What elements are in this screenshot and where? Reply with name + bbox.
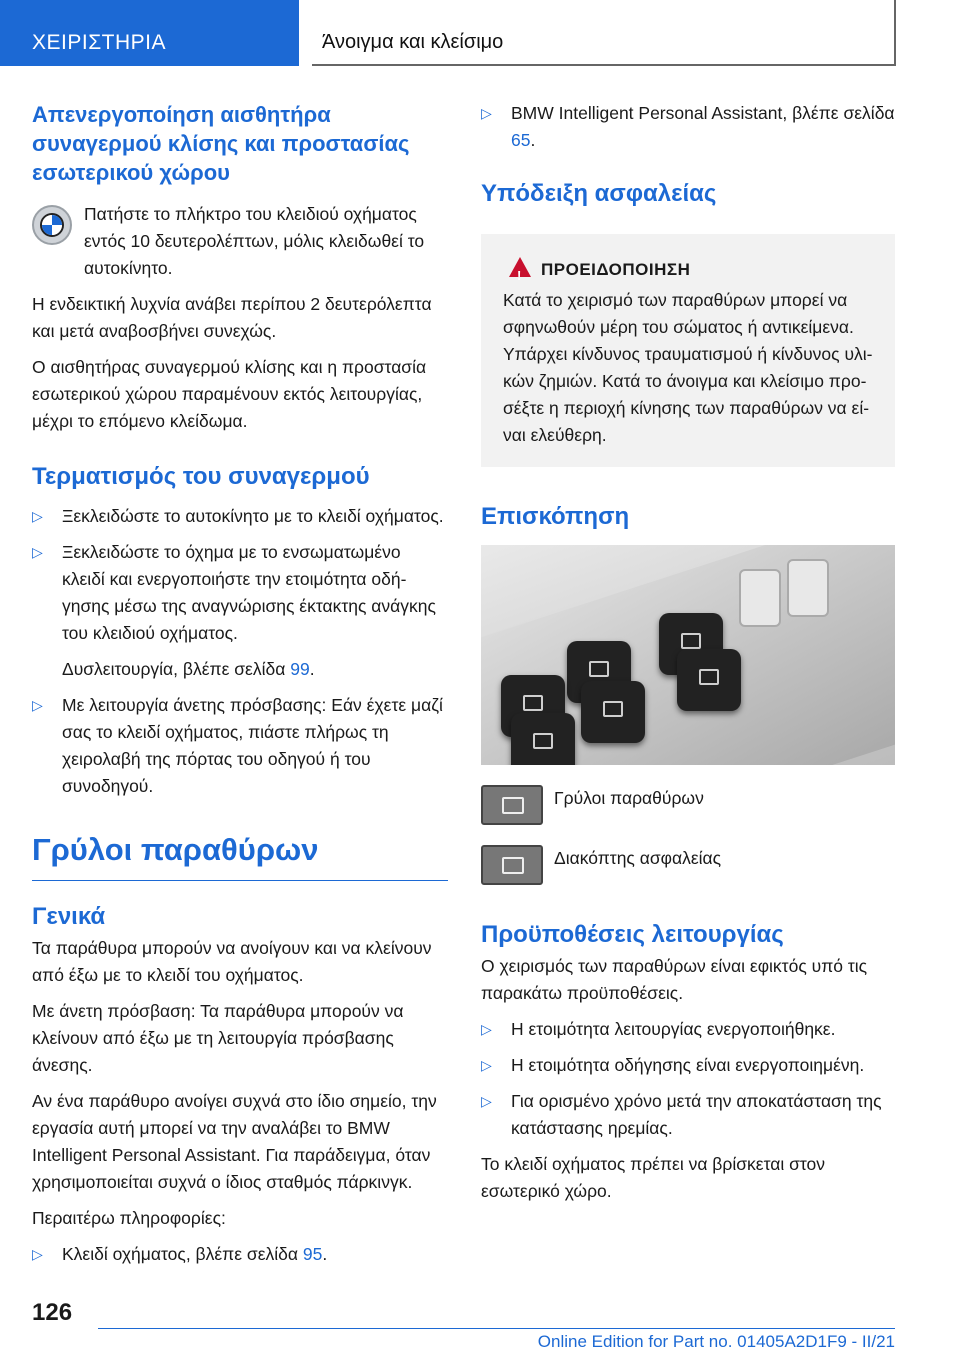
bullet-triangle-icon: ▷ [32, 1246, 43, 1262]
page-number: 126 [32, 1299, 73, 1326]
list-item: ▷ Η ετοιμότητα λειτουργίας ενεργοποιήθηκε. [481, 1016, 895, 1043]
bullet-triangle-icon: ▷ [32, 508, 43, 524]
footer-divider [98, 1328, 895, 1329]
seat-switch-icon [739, 569, 781, 627]
warning-text: Κατά το χειρισμό των παραθύρων μπορεί να σφηνωθούν μέρη του σώματος ή αντικείμενα. Υπάρχει κίνδυνος τραυματισμού ή κίνδυνος υλικών ζημιών. Κατά το άνοιγμα και κλείσιμο προσέξτε η περιοχή κίνησης των παραθύρων να είναι ελεύθερη. [503, 290, 873, 445]
bullet-triangle-icon: ▷ [32, 544, 43, 560]
window-switch-icon [481, 785, 543, 825]
bullet-triangle-icon: ▷ [481, 105, 492, 121]
warning-triangle-icon [509, 257, 531, 277]
list-item: ▷ Για ορισμένο χρόνο μετά την αποκατάσταση της κατάστασης ηρεμίας. [481, 1088, 895, 1142]
paragraph-general-1: Τα παράθυρα μπορούν να ανοίγουν και να κλείνουν από έξω με το κλειδί του οχήματος. [32, 938, 432, 985]
press-key-text: Πατήστε το πλήκτρο του κλειδιού οχήματος εντός 10 δευτερολέπτων, μόλις κλειδωθεί το αυτοκίνητο. [84, 204, 425, 278]
paragraph-key-inside: Το κλειδί οχήματος πρέπει να βρίσκεται στον εσωτερικό χώρο. [481, 1154, 826, 1201]
page-link-99[interactable]: 99 [290, 659, 310, 679]
heading-conditions: Προϋποθέσεις λειτουργίας [481, 921, 784, 948]
list-item: ▷ Ξεκλειδώστε το όχημα με το ενσωματωμένο κλειδί και ενεργοποιήστε την ετοιμότητα οδήγησης μέσω της αναγνώρισης έκτακτης ανάγκης του κλειδιού οχήματος. [32, 539, 448, 647]
left-column [32, 100, 448, 1277]
paragraph-conditions: Ο χειρισμός των παραθύρων είναι εφικτός υπό τις παρακάτω προϋποθέσεις. [481, 956, 868, 1003]
window-switch-front-right [581, 681, 645, 743]
heading-windows: Γρύλοι παραθύρων [32, 830, 448, 881]
heading-end-alarm: Τερματισμός του συναγερμού [32, 463, 370, 490]
chapter-tab[interactable]: ΧΕΙΡΙΣΤΗΡΙΑ [0, 0, 299, 66]
list-item: ▷ Με λειτουργία άνετης πρόσβασης: Εάν έχετε μαζί σας το κλειδί οχήματος, πιάστε πλήρως τη χειρολαβή της πόρτας του οδηγού ή του συνοδηγού. [32, 692, 448, 800]
legend-row-safety [481, 845, 895, 905]
bullet-triangle-icon: ▷ [481, 1021, 492, 1037]
page-link-95[interactable]: 95 [302, 1244, 323, 1264]
window-switch-photo [481, 545, 895, 765]
seat-switch-icon [787, 559, 829, 617]
bullet-triangle-icon: ▷ [32, 697, 43, 713]
legend-row-window [481, 785, 895, 845]
right-column [481, 100, 895, 1214]
paragraph-general-2: Με άνετη πρόσβαση: Τα παράθυρα μπορούν να κλείνουν από έξω με τη λειτουργία πρόσβασης άνεσης. [32, 1001, 404, 1075]
heading-safety: Υπόδειξη ασφαλείας [481, 180, 717, 207]
section-title: Άνοιγμα και κλείσιμο [312, 0, 896, 66]
malfunction-reference: Δυσλειτουργία, βλέπε σελίδα 99. [62, 659, 315, 679]
paragraph-sensor-off: Ο αισθητήρας συναγερμού κλίσης και η προστασία εσωτερικού χώρου παραμένουν εκτός λειτουργίας, μέχρι το επόμενο κλείδωμα. [32, 357, 427, 431]
list-item: ▷ Ξεκλειδώστε το αυτοκίνητο με το κλειδί οχήματος. [32, 503, 448, 530]
window-switch-driver [511, 713, 575, 765]
paragraph-general-3: Αν ένα παράθυρο ανοίγει συχνά στο ίδιο σημείο, την εργασία αυτή μπορεί να την αναλάβει το BMW Intelligent Personal Assistant. Για παράδειγμα, όταν χρησιμοποιείται συχνά ο ίδιος σταθμός πάρκινγκ. [32, 1091, 437, 1192]
paragraph-indicator: Η ενδεικτική λυχνία ανάβει περίπου 2 δευτερόλεπτα και μετά αναβοσβήνει συνεχώς. [32, 294, 432, 341]
edition-text: Online Edition for Part no. 01405A2D1F9 - II/21 [537, 1332, 895, 1351]
paragraph-more-info: Περαιτέρω πληροφορίες: [32, 1208, 226, 1228]
paragraph-press-key [32, 201, 448, 282]
warning-box [481, 234, 895, 467]
heading-deactivate-sensor: Απενεργοποίηση αισθητήρα συναγερμού κλίσης και προστασίας εσωτερικού χώρου [32, 102, 410, 185]
bullet-triangle-icon: ▷ [481, 1057, 492, 1073]
page-header [0, 0, 960, 66]
legend-label-window: Γρύλοι παραθύρων [554, 788, 704, 808]
warning-title: ! ΠΡΟΕΙΔΟΠΟΙΗΣΗ [503, 256, 873, 283]
list-item: ▷ Κλειδί οχήματος, βλέπε σελίδα 95. [32, 1241, 448, 1268]
legend-label-safety: Διακόπτης ασφαλείας [554, 848, 722, 868]
heading-overview: Επισκόπηση [481, 503, 630, 530]
heading-general: Γενικά [32, 903, 106, 930]
page-link-65[interactable]: 65 [511, 130, 531, 150]
bmw-key-icon [32, 205, 72, 245]
bullet-triangle-icon: ▷ [481, 1093, 492, 1109]
window-switch-rear-right [677, 649, 741, 711]
list-item: ▷ BMW Intelligent Personal Assistant, βλέπε σελίδα 65. [481, 100, 895, 154]
list-item: ▷ Η ετοιμότητα οδήγησης είναι ενεργοποιημένη. [481, 1052, 895, 1079]
safety-switch-icon [481, 845, 543, 885]
